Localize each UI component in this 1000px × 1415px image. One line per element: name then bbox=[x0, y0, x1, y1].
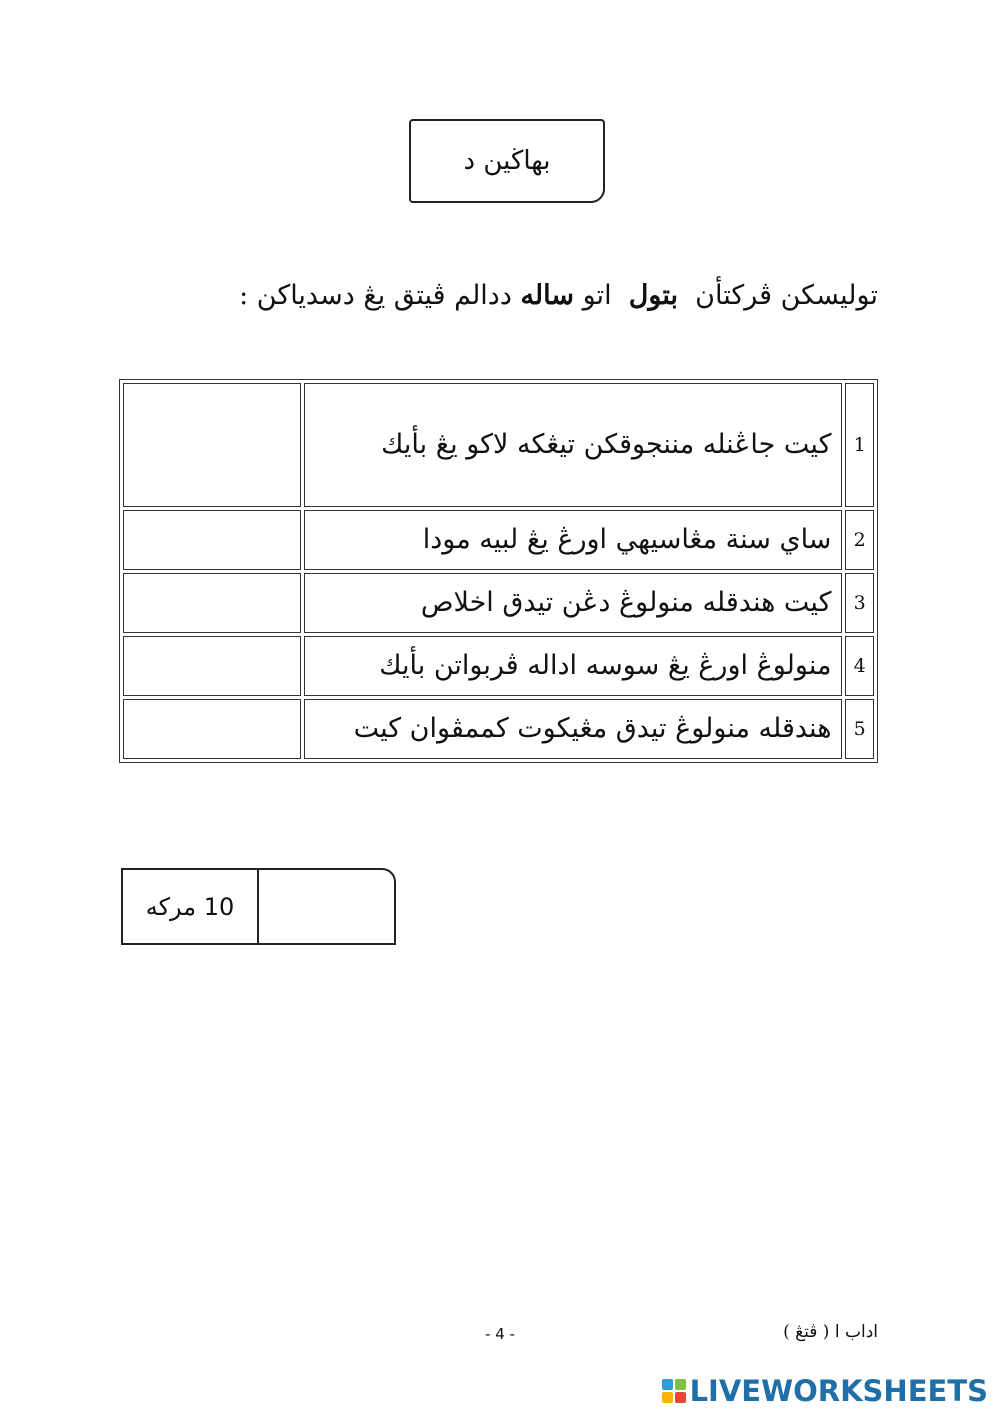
table-row bbox=[123, 510, 874, 570]
page-number: - 4 - bbox=[485, 1325, 515, 1343]
table-row bbox=[123, 699, 874, 759]
section-title-box bbox=[409, 119, 605, 203]
section-title: بهاڬين د bbox=[463, 146, 551, 176]
question-number: 4 bbox=[845, 636, 874, 696]
instruction-word-true: بتول bbox=[628, 280, 678, 311]
table-row bbox=[123, 383, 874, 507]
question-number: 1 bbox=[845, 383, 874, 507]
answer-cell[interactable] bbox=[123, 383, 301, 507]
answer-cell[interactable] bbox=[123, 636, 301, 696]
marks-box bbox=[121, 868, 396, 945]
questions-table bbox=[119, 379, 878, 763]
instruction-word-false: ساله bbox=[520, 280, 575, 311]
instruction-part2: اتو bbox=[582, 280, 612, 311]
question-statement: کيت هندقله منولوڠ دڠن تيدق اخلاص bbox=[304, 573, 843, 633]
table-row bbox=[123, 573, 874, 633]
instruction-text bbox=[118, 276, 878, 316]
brand-text: LIVEWORKSHEETS bbox=[689, 1374, 988, 1408]
question-number: 3 bbox=[845, 573, 874, 633]
instruction-part3: ددالم ڤيتق يڠ دسدياکن : bbox=[239, 280, 512, 311]
question-statement: ساي سنة مڠاسيهي اورڠ يڠ لبيه مودا bbox=[304, 510, 843, 570]
question-number: 5 bbox=[845, 699, 874, 759]
liveworksheets-logo-icon bbox=[662, 1379, 686, 1403]
answer-cell[interactable] bbox=[123, 510, 301, 570]
footer-subject: اداب ا ( ڤتڠ ) bbox=[783, 1322, 878, 1342]
answer-cell[interactable] bbox=[123, 573, 301, 633]
question-statement: کيت جاڠنله مننجوقکن تيڠکه لاکو يڠ بأيك bbox=[304, 383, 843, 507]
marks-label: 10 مرکه bbox=[123, 870, 259, 943]
table-row bbox=[123, 636, 874, 696]
instruction-part1: توليسکن ڤرکتأن bbox=[695, 280, 878, 311]
question-statement: هندقله منولوڠ تيدق مڠيکوت کممڤوان کيت bbox=[304, 699, 843, 759]
answer-cell[interactable] bbox=[123, 699, 301, 759]
marks-score-field[interactable] bbox=[259, 870, 394, 943]
question-statement: منولوڠ اورڠ يڠ سوسه اداله ڤربواتن بأيك bbox=[304, 636, 843, 696]
liveworksheets-brand[interactable] bbox=[662, 1374, 988, 1408]
question-number: 2 bbox=[845, 510, 874, 570]
